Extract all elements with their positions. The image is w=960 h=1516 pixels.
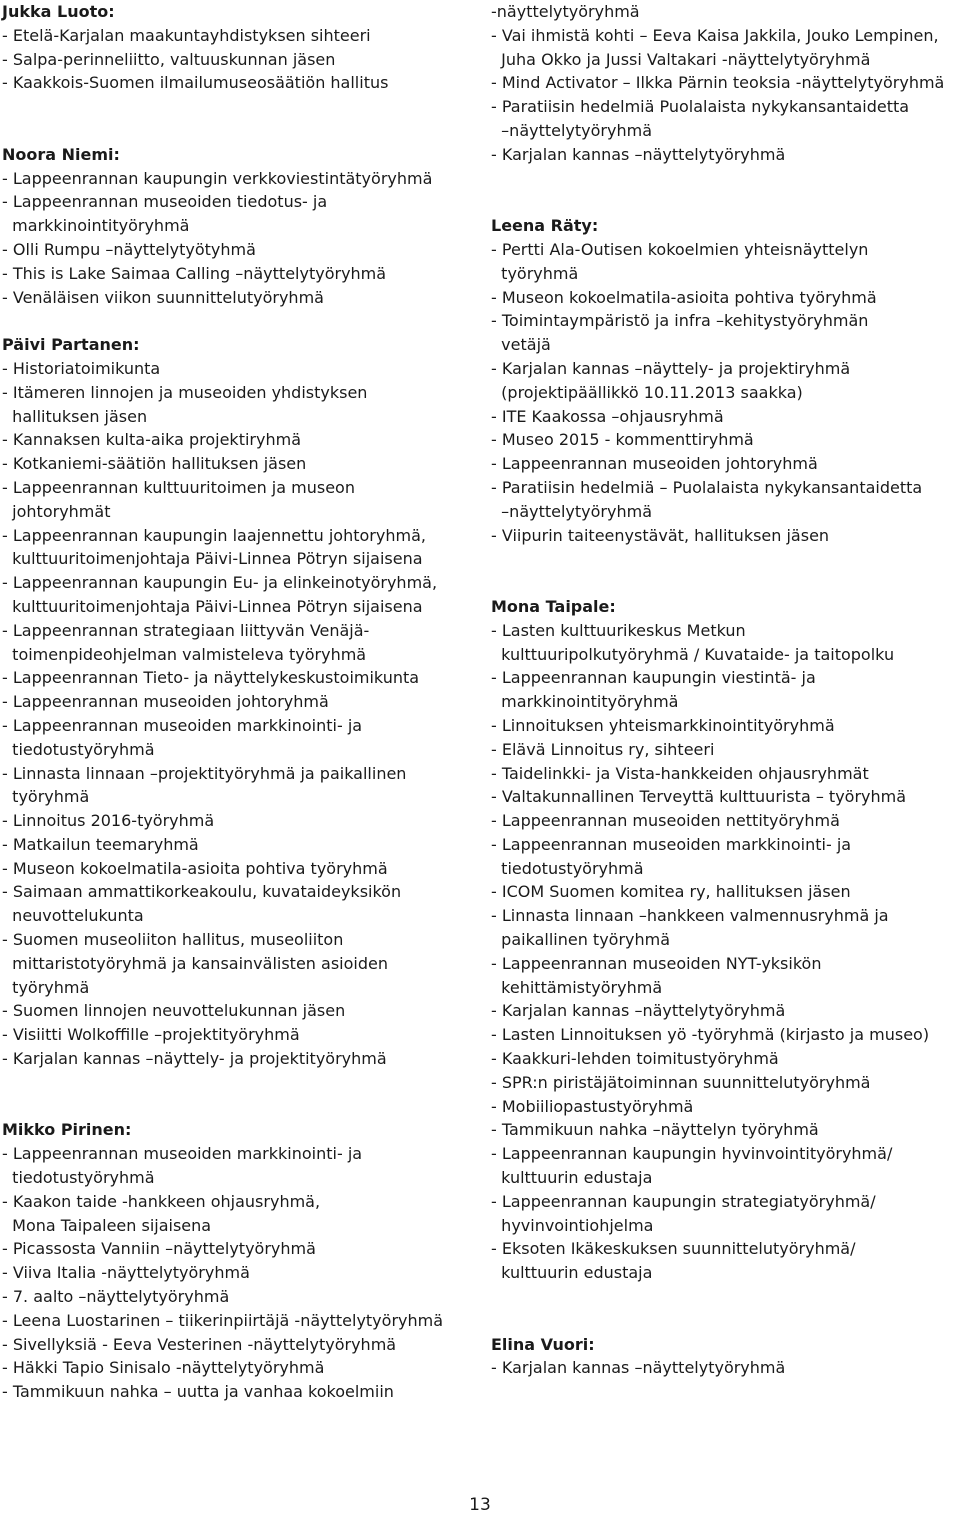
list-item: - Toimintaympäristö ja infra –kehitystyöryhmän (491, 311, 869, 331)
person-name: Jukka Luoto: (2, 2, 115, 21)
list-item: - ITE Kaakossa –ohjausryhmä (491, 406, 724, 426)
list-item: - Linnasta linnaan –projektityöryhmä ja paikallinen (2, 763, 407, 783)
list-item: tiedotustyöryhmä (2, 1168, 155, 1188)
list-item: hyvinvointiohjelma (491, 1215, 654, 1235)
list-item: neuvottelukunta (2, 906, 144, 926)
page-number: 13 (469, 1495, 491, 1515)
list-item: - Lappeenrannan kaupungin laajennettu johtoryhmä, (2, 525, 426, 545)
list-item: kehittämistyöryhmä (491, 977, 663, 997)
list-item: -näyttelytyöryhmä (491, 2, 640, 21)
list-item: - Pertti Ala-Outisen kokoelmien yhteisnäyttelyn (491, 239, 869, 259)
section-gap (2, 119, 472, 143)
list-item: - Paratiisin hedelmiä – Puolalaista nykykansantaidetta (491, 477, 923, 497)
list-item: - Eksoten Ikäkeskuksen suunnittelutyöryhmä/ (491, 1239, 856, 1259)
list-item: - Karjalan kannas –näyttelytyöryhmä (491, 1001, 786, 1021)
list-item: kulttuurin edustaja (491, 1263, 653, 1283)
list-item: - Karjalan kannas –näyttelytyöryhmä (491, 144, 786, 164)
list-item: - Kaakon taide -hankkeen ohjausryhmä, (2, 1191, 321, 1211)
section-gap (491, 571, 956, 595)
list-item: - Lappeenrannan kaupungin hyvinvointityöryhmä/ (491, 1144, 893, 1164)
list-item: - Linnoituksen yhteismarkkinointityöryhmä (491, 715, 835, 735)
list-item: - Kaakkois-Suomen ilmailumuseosäätiön hallitus (2, 73, 389, 93)
list-item: kulttuuritoimenjohtaja Päivi-Linnea Pötryn sijaisena (2, 596, 423, 616)
list-item: - Lappeenrannan museoiden markkinointi- ja (2, 715, 363, 735)
section-gap (2, 1071, 472, 1095)
list-item: - Visiitti Wolkoffille –projektityöryhmä (2, 1025, 300, 1045)
list-item: paikallinen työryhmä (491, 930, 671, 950)
person-section (491, 214, 956, 547)
person-section (2, 0, 472, 95)
list-item: työryhmä (491, 263, 579, 283)
list-item: Juha Okko ja Jussi Valtakari -näyttelytyöryhmä (491, 49, 871, 69)
list-item: - Kannaksen kulta-aika projektiryhmä (2, 430, 301, 450)
person-name: Päivi Partanen: (2, 335, 140, 355)
person-name: Leena Räty: (491, 216, 599, 236)
list-item: - Lappeenrannan museoiden tiedotus- ja (2, 192, 328, 212)
section-gap (491, 547, 956, 571)
person-section (491, 0, 956, 167)
list-item: - 7. aalto –näyttelytyöryhmä (2, 1287, 230, 1307)
list-item: - Mobiiliopastustyöryhmä (491, 1096, 694, 1116)
section-gap (491, 1285, 956, 1309)
list-item: - Lappeenrannan kaupungin verkkoviestintätyöryhmä (2, 168, 433, 188)
list-item: - Suomen museoliiton hallitus, museoliiton (2, 930, 344, 950)
person-name: Elina Vuori: (491, 1334, 595, 1354)
person-section (491, 595, 956, 1285)
list-item: - This is Lake Saimaa Calling –näyttelytyöryhmä (2, 263, 387, 283)
list-item: - Lappeenrannan museoiden johtoryhmä (491, 454, 818, 474)
list-item: - Linnoitus 2016-työryhmä (2, 811, 215, 831)
person-name: Mona Taipale: (491, 596, 616, 616)
person-section (2, 333, 472, 1071)
list-item: - Salpa-perinneliitto, valtuuskunnan jäsen (2, 49, 336, 69)
list-item: - Itämeren linnojen ja museoiden yhdistyksen (2, 382, 368, 402)
list-item: - Lappeenrannan strategiaan liittyvän Venäjä- (2, 620, 370, 640)
list-item: - Mind Activator – Ilkka Pärnin teoksia -näyttelytyöryhmä (491, 73, 945, 93)
section-gap (491, 1309, 956, 1333)
list-item: - Häkki Tapio Sinisalo -näyttelytyöryhmä (2, 1358, 325, 1378)
list-item: - Museon kokoelmatila-asioita pohtiva työryhmä (491, 287, 877, 307)
list-item: - Tammikuun nahka –näyttelyn työryhmä (491, 1120, 819, 1140)
list-item: - Picassosta Vanniin –näyttelytyöryhmä (2, 1239, 316, 1259)
list-item: –näyttelytyöryhmä (491, 501, 652, 521)
list-item: - Etelä-Karjalan maakuntayhdistyksen sihteeri (2, 25, 371, 45)
list-item: - Elävä Linnoitus ry, sihteeri (491, 739, 715, 759)
person-name: Noora Niemi: (2, 144, 120, 164)
list-item: - Karjalan kannas –näyttely- ja projektityöryhmä (2, 1049, 387, 1069)
list-item: - Historiatoimikunta (2, 358, 161, 378)
list-item: - Lappeenrannan museoiden nettityöryhmä (491, 811, 840, 831)
list-item: - Taidelinkki- ja Vista-hankkeiden ohjausryhmät (491, 763, 869, 783)
list-item: (projektipäällikkö 10.11.2013 saakka) (491, 382, 803, 402)
list-item: - Lasten Linnoituksen yö -työryhmä (kirjasto ja museo) (491, 1025, 930, 1045)
list-item: - Olli Rumpu –näyttelytyötyhmä (2, 239, 256, 259)
list-item: kulttuurin edustaja (491, 1168, 653, 1188)
list-item: - Viipurin taiteenystävät, hallituksen jäsen (491, 525, 830, 545)
list-item: - Leena Luostarinen – tiikerinpiirtäjä -näyttelytyöryhmä (2, 1310, 444, 1330)
list-item: - Lappeenrannan museoiden markkinointi- ja (491, 834, 852, 854)
list-item: tiedotustyöryhmä (2, 739, 155, 759)
list-item: - Karjalan kannas –näyttely- ja projektiryhmä (491, 358, 851, 378)
list-item: mittaristotyöryhmä ja kansainvälisten asioiden (2, 953, 388, 973)
list-item: - Lasten kulttuurikeskus Metkun (491, 620, 746, 640)
list-item: toimenpideohjelman valmisteleva työryhmä (2, 644, 367, 664)
list-item: - Suomen linnojen neuvottelukunnan jäsen (2, 1001, 346, 1021)
section-gap (2, 309, 472, 333)
person-section (491, 1333, 956, 1381)
list-item: - Lappeenrannan kulttuuritoimen ja museon (2, 477, 355, 497)
list-item: - Matkailun teemaryhmä (2, 834, 199, 854)
section-gap (491, 167, 956, 191)
list-item: Mona Taipaleen sijaisena (2, 1215, 212, 1235)
list-item: - Kotkaniemi-säätiön hallituksen jäsen (2, 454, 307, 474)
list-item: - Venäläisen viikon suunnittelutyöryhmä (2, 287, 324, 307)
list-item: –näyttelytyöryhmä (491, 120, 652, 140)
list-item: - Museon kokoelmatila-asioita pohtiva työryhmä (2, 858, 388, 878)
list-item: - ICOM Suomen komitea ry, hallituksen jäsen (491, 882, 851, 902)
list-item: - Museo 2015 - kommenttiryhmä (491, 430, 754, 450)
list-item: - Lappeenrannan museoiden markkinointi- ja (2, 1144, 363, 1164)
list-item: - Linnasta linnaan –hankkeen valmennusryhmä ja (491, 906, 889, 926)
list-item: - Lappeenrannan kaupungin viestintä- ja (491, 668, 816, 688)
list-item: - Lappeenrannan kaupungin strategiatyöryhmä/ (491, 1191, 876, 1211)
list-item: johtoryhmät (2, 501, 111, 521)
list-item: - Saimaan ammattikorkeakoulu, kuvataideyksikön (2, 882, 402, 902)
list-item: - Viiva Italia -näyttelytyöryhmä (2, 1263, 250, 1283)
list-item: tiedotustyöryhmä (491, 858, 644, 878)
person-section (2, 1118, 472, 1404)
section-gap (2, 1095, 472, 1119)
section-gap (2, 95, 472, 119)
list-item: markkinointityöryhmä (2, 216, 190, 236)
list-item: - SPR:n piristäjätoiminnan suunnittelutyöryhmä (491, 1072, 871, 1092)
list-item: - Kaakkuri-lehden toimitustyöryhmä (491, 1049, 779, 1069)
list-item: - Lappeenrannan museoiden johtoryhmä (2, 692, 329, 712)
list-item: työryhmä (2, 787, 90, 807)
list-item: kulttuuritoimenjohtaja Päivi-Linnea Pötryn sijaisena (2, 549, 423, 569)
person-name: Mikko Pirinen: (2, 1120, 132, 1140)
right-column (491, 0, 956, 1380)
list-item: - Karjalan kannas –näyttelytyöryhmä (491, 1358, 786, 1378)
left-column (2, 0, 472, 1404)
list-item: - Lappeenrannan Tieto- ja näyttelykeskustoimikunta (2, 668, 420, 688)
list-item: - Vai ihmistä kohti – Eeva Kaisa Jakkila, Jouko Lempinen, (491, 25, 939, 45)
list-item: - Lappeenrannan kaupungin Eu- ja elinkeinotyöryhmä, (2, 573, 438, 593)
section-gap (491, 190, 956, 214)
list-item: - Sivellyksiä - Eeva Vesterinen -näyttelytyöryhmä (2, 1334, 397, 1354)
list-item: vetäjä (491, 335, 551, 355)
list-item: kulttuuripolkutyöryhmä / Kuvataide- ja taitopolku (491, 644, 895, 664)
list-item: - Valtakunnallinen Terveyttä kulttuurista – työryhmä (491, 787, 907, 807)
list-item: hallituksen jäsen (2, 406, 148, 426)
list-item: työryhmä (2, 977, 90, 997)
list-item: - Tammikuun nahka – uutta ja vanhaa kokoelmiin (2, 1382, 394, 1402)
person-section (2, 143, 472, 310)
list-item: markkinointityöryhmä (491, 692, 679, 712)
list-item: - Lappeenrannan museoiden NYT-yksikön (491, 953, 822, 973)
list-item: - Paratiisin hedelmiä Puolalaista nykykansantaidetta (491, 97, 910, 117)
